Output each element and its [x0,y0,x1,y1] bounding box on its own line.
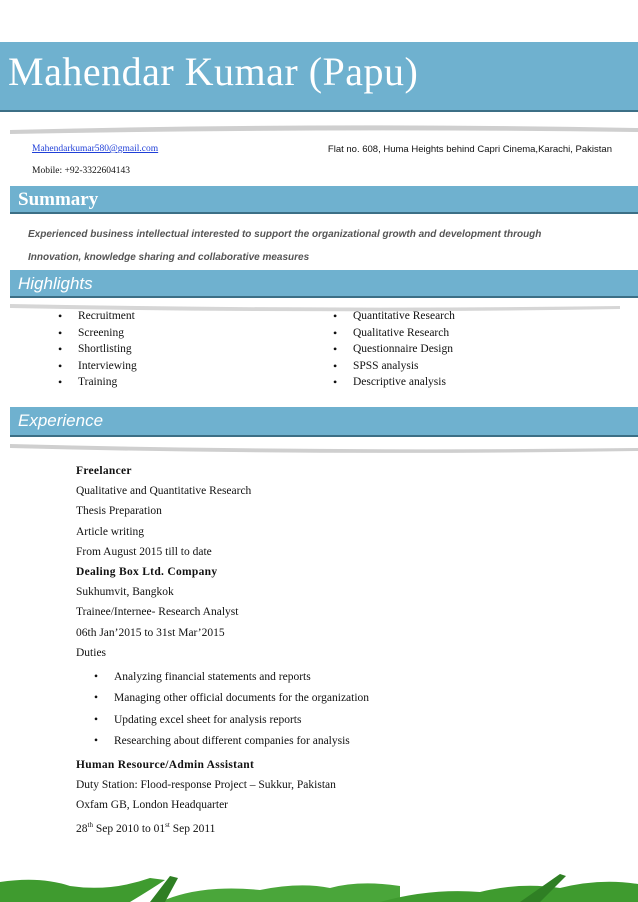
job-title: Freelancer [76,465,132,477]
address-text: Flat no. 608, Huma Heights behind Capri Cinema,Karachi, Pakistan [327,144,612,155]
job-detail: Article writing [76,525,145,538]
list-item: • Analyzing financial statements and reports [76,667,596,689]
summary-heading: Summary [18,189,99,210]
list-item: • Screening [58,325,137,342]
candidate-name: Mahendar Kumar (Papu) [8,49,419,94]
list-item: • Qualitative Research [333,325,455,342]
highlights-section-bar [10,270,638,298]
contact-block [0,140,638,180]
mobile-text: Mobile: +92-3322604143 [32,166,130,176]
highlights-right-list [333,308,455,391]
job-title: Human Resource/Admin Assistant [76,758,255,771]
summary-text [28,223,598,269]
summary-line-1: Experienced business intellectual interested to support the organizational growth and development through [28,229,542,240]
job-dates: From August 2015 till to date [76,545,212,558]
list-item: • Recruitment [58,308,137,325]
job-title: Dealing Box Ltd. Company [76,565,218,578]
job-detail: Oxfam GB, London Headquarter [76,799,229,812]
job-detail: Thesis Preparation [76,505,162,518]
list-item: • Quantitative Research [333,308,455,325]
list-item: • SPSS analysis [333,358,455,375]
job-detail: Trainee/Internee- Research Analyst [76,606,239,619]
experience-swoosh [0,440,638,458]
experience-heading: Experience [18,411,104,430]
date-suffix: st [165,821,170,830]
header-swoosh [0,120,638,138]
date-suffix: th [87,821,93,830]
list-item: • Questionnaire Design [333,341,455,358]
list-item: • Shortlisting [58,341,137,358]
experience-section-bar [10,407,638,437]
job-detail: Qualitative and Quantitative Research [76,485,252,498]
duties-list [76,667,596,753]
summary-section-bar [10,186,638,214]
name-banner [0,42,638,112]
job-detail: Duty Station: Flood-response Project – Sukkur, Pakistan [76,779,336,792]
job-dates: 06th Jan’2015 to 31st Mar’2015 [76,626,225,639]
list-item: • Training [58,374,137,391]
date-part: Sep 2010 to 01 [92,823,166,836]
summary-line-2: Innovation, knowledge sharing and collaborative measures [28,252,310,263]
job-detail: Sukhumvit, Bangkok [76,586,174,599]
experience-content [76,461,596,836]
date-part: 28 [76,823,88,836]
job-detail: Duties [76,646,107,659]
list-item: • Updating excel sheet for analysis reports [76,710,596,732]
list-item: • Managing other official documents for the organization [76,688,596,710]
highlights-heading: Highlights [18,274,93,293]
list-item: • Descriptive analysis [333,374,455,391]
email-link[interactable]: Mahendarkumar580@gmail.com [32,144,159,154]
date-part: Sep 2011 [169,823,216,836]
list-item: • Researching about different companies for analysis [76,731,596,753]
highlights-left-list [58,308,137,391]
footer-grass-art [0,868,638,902]
job-dates [76,815,596,835]
list-item: • Interviewing [58,358,137,375]
